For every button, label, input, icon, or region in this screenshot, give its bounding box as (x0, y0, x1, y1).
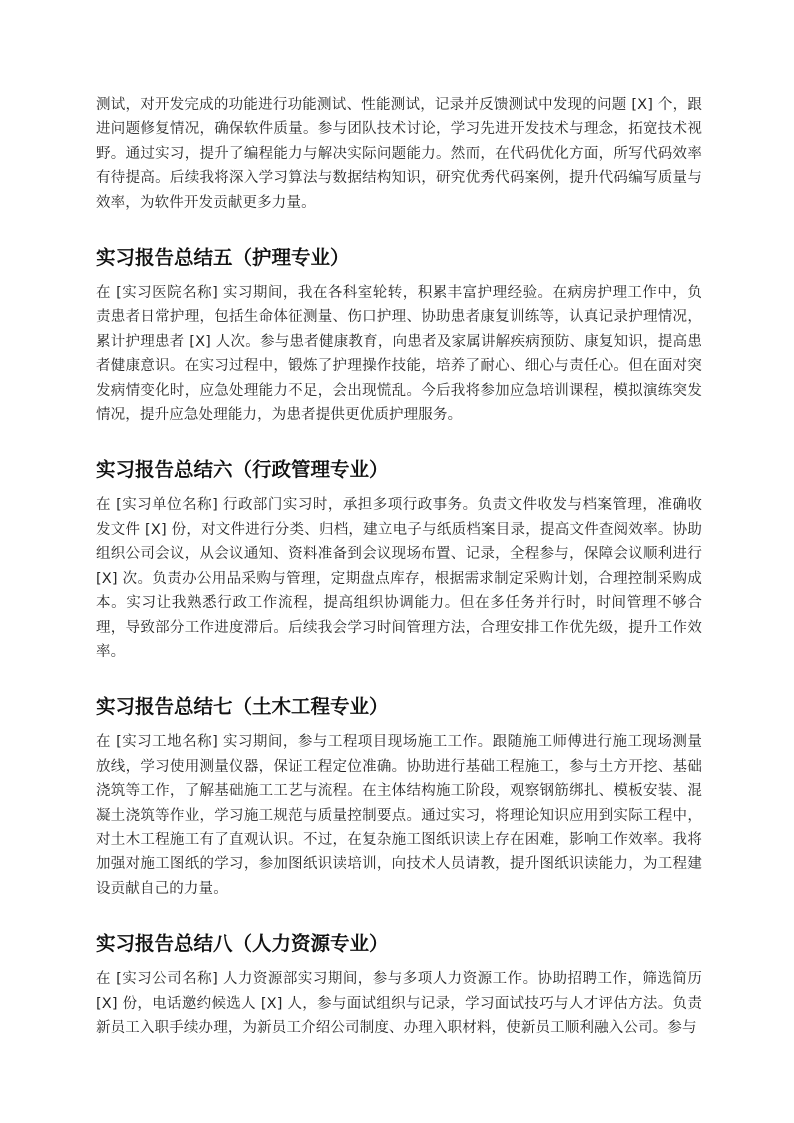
section-title-civil-engineering: 实习报告总结七（土木工程专业） (96, 695, 389, 719)
intro-paragraph: 测试，对开发完成的功能进行功能测试、性能测试，记录并反馈测试中发现的问题 [X] 个，跟进问题修复情况，确保软件质量。参与团队技术讨论，学习先进开发技术与理念，拓宽技术视野。通过实习，提升了编程能力与解决实际问题能力。然而，在代码优化方面，所写代码效率有待提高。后续我将深入学习算法与数据结构知识，研究优秀代码案例，提升代码编写质量与效率，为软件开发贡献更多力量。 (96, 97, 702, 211)
section-body-administration: 在 [实习单位名称] 行政部门实习时，承担多项行政事务。负责文件收发与档案管理，准确收发文件 [X] 份，对文件进行分类、归档，建立电子与纸质档案目录，提高文件查阅效率。协助组织公司会议，从会议通知、资料准备到会议现场布置、记录，全程参与，保障会议顺利进行 [X] 次。负责办公用品采购与管理，定期盘点库存，根据需求制定采购计划，合理控制采购成本。实习让我熟悉行政工作流程，提高组织协调能力。但在多任务并行时，时间管理不够合理，导致部分工作进度滞后。后续我会学习时间管理方法，合理安排工作优先级，提升工作效率。 (96, 497, 702, 660)
section-body-nursing: 在 [实习医院名称] 实习期间，我在各科室轮转，积累丰富护理经验。在病房护理工作中，负责患者日常护理，包括生命体征测量、伤口护理、协助患者康复训练等，认真记录护理情况，累计护理患者 [X] 人次。参与患者健康教育，向患者及家属讲解疾病预防、康复知识，提高患者健康意识。在实习过程中，锻炼了护理操作技能，培养了耐心、细心与责任心。但在面对突发病情变化时，应急处理能力不足，会出现慌乱。今后我将参加应急培训课程，模拟演练突发情况，提升应急处理能力，为患者提供更优质护理服务。 (96, 285, 702, 424)
section-body-human-resources: 在 [实习公司名称] 人力资源部实习期间，参与多项人力资源工作。协助招聘工作，筛选简历 [X] 份，电话邀约候选人 [X] 人，参与面试组织与记录，学习面试技巧与人才评估方法。负责新员工入职手续办理，为新员工介绍公司制度、办理入职材料，使新员工顺利融入公司。参与 (96, 971, 702, 1036)
section-title-nursing: 实习报告总结五（护理专业） (96, 246, 350, 270)
section-body-civil-engineering: 在 [实习工地名称] 实习期间，参与工程项目现场施工工作。跟随施工师傅进行施工现场测量放线，学习使用测量仪器，保证工程定位准确。协助进行基础工程施工，参与土方开挖、基础浇筑等工作，了解基础施工工艺与流程。在主体结构施工阶段，观察钢筋绑扎、模板安装、混凝土浇筑等作业，学习施工规范与质量控制要点。通过实习，将理论知识应用到实际工程中，对土木工程施工有了直观认识。不过，在复杂施工图纸识读上存在困难，影响工作效率。我将加强对施工图纸的学习，参加图纸识读培训，向技术人员请教，提升图纸识读能力，为工程建设贡献自己的力量。 (96, 734, 702, 897)
document-page (96, 93, 702, 1040)
section-title-human-resources: 实习报告总结八（人力资源专业） (96, 932, 389, 956)
section-title-administration: 实习报告总结六（行政管理专业） (96, 458, 389, 482)
